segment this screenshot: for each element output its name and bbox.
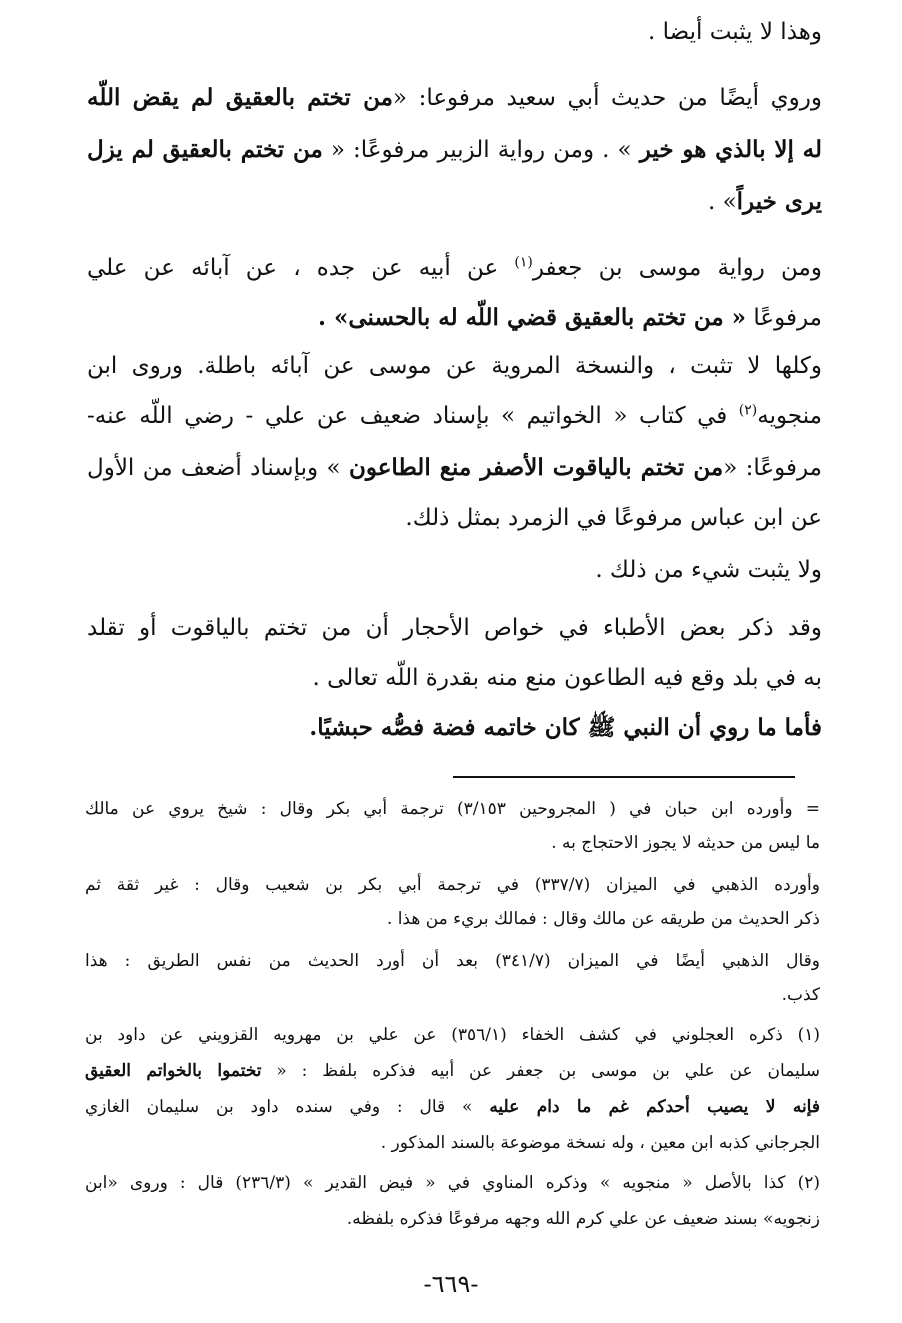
footnote-ref: (٢): [738, 402, 758, 419]
hadith-text: تختموا بالخواتم العقيق: [85, 1061, 262, 1081]
footnote-line: [85, 1126, 820, 1160]
text-span: به في بلد وقع فيه الطاعون منع منه بقدرة اللّه تعالى .: [312, 665, 822, 691]
paragraph-line: [87, 708, 822, 748]
text-span: عن أبيه عن جده ، عن آبائه عن علي: [87, 255, 515, 281]
text-span: فأما ما روي أن النبي ﷺ كان خاتمه فضة فصُّه حبشيًا.: [309, 714, 822, 741]
footnote-line: [85, 1018, 820, 1052]
hadith-text: له إلا بالذي هو خير: [639, 136, 822, 163]
text-span: = وأورده ابن حبان في ( المجروحين ٣/١٥٣) ترجمة أبي بكر وقال : شيخ يروي عن مالك: [85, 799, 820, 819]
footnote-line: [85, 1202, 820, 1236]
hadith-text: « من تختم بالعقيق قضي اللّه له بالحسنى» .: [317, 304, 747, 331]
text-span: عن ابن عباس مرفوعًا في الزمرد بمثل ذلك.: [405, 505, 822, 531]
paragraph-line: [87, 396, 822, 436]
footnote-line: [85, 792, 820, 826]
paragraph-line: [87, 130, 822, 170]
paragraph-line: [87, 608, 822, 648]
text-span: » . ومن رواية الزبير مرفوعًا: «: [322, 137, 640, 163]
text-span: (٢) كذا بالأصل « منجويه » وذكره المناوي في « فيض القدير » (٢٣٦/٣) قال : وروى «ابن: [85, 1173, 820, 1193]
text-span: مرفوعًا: [746, 305, 822, 331]
text-span: منجويه: [757, 403, 822, 429]
footnote-line: [85, 1054, 820, 1088]
text-span: ولا يثبت شيء من ذلك .: [595, 557, 822, 583]
footnote-line: [85, 868, 820, 902]
footnote-line: [85, 1166, 820, 1200]
text-span: ومن رواية موسى بن جعفر: [532, 255, 822, 281]
hadith-text: يرى خيراً: [736, 188, 822, 215]
hadith-text: من تختم بالعقيق لم يقض اللّه: [87, 84, 393, 111]
hadith-text: فإنه لا يصيب أحدكم غم ما دام عليه: [489, 1097, 820, 1117]
text-span: وقد ذكر بعض الأطباء في خواص الأحجار أن من تختم بالياقوت أو تقلد: [87, 615, 822, 641]
footnote-line: [85, 1090, 820, 1124]
text-span: وهذا لا يثبت أيضا .: [648, 19, 822, 45]
paragraph-line: [87, 658, 822, 698]
paragraph-line: [87, 448, 822, 488]
text-span: مرفوعًا: «: [723, 455, 822, 481]
paragraph-line: [87, 550, 822, 590]
paragraph-line: [87, 298, 822, 338]
text-span: سليمان عن علي بن موسى بن جعفر عن أبيه فذكره بلفظ : «: [261, 1061, 820, 1081]
text-span: الجرجاني كذبه ابن معين ، وله نسخة موضوعة بالسند المذكور .: [380, 1133, 820, 1153]
text-span: كذب.: [781, 985, 820, 1005]
footnote-line: [85, 944, 820, 978]
text-span: وأورده الذهبي في الميزان (٣٣٧/٧) في ترجمة أبي بكر بن شعيب وقال : غير ثقة ثم: [85, 875, 820, 895]
footnote-line: [85, 978, 820, 1012]
paragraph-line: [87, 498, 822, 538]
text-span: في كتاب « الخواتيم » بإسناد ضعيف عن علي - رضي اللّه عنه-: [87, 403, 739, 429]
hadith-text: من تختم بالعقيق لم يزل: [87, 136, 323, 163]
paragraph-line: [87, 182, 822, 222]
text-span: زنجويه» بسند ضعيف عن علي كرم الله وجهه مرفوعًا فذكره بلفظه.: [346, 1209, 820, 1229]
footnote-line: [85, 902, 820, 936]
footnote-line: [85, 826, 820, 860]
footnote-separator: [453, 776, 795, 778]
text-span: (١) ذكره العجلوني في كشف الخفاء (٣٥٦/١) عن علي بن مهرويه القزويني عن داود بن: [85, 1025, 820, 1045]
text-span: وقال الذهبي أيضًا في الميزان (٣٤١/٧) بعد أن أورد الحديث من نفس الطريق : هذا: [85, 951, 820, 971]
text-span: وكلها لا تثبت ، والنسخة المروية عن موسى عن آبائه باطلة. وروى ابن: [87, 353, 822, 379]
paragraph-line: [87, 78, 822, 118]
paragraph-line: [87, 346, 822, 386]
text-span: » .: [707, 189, 737, 215]
text-span: وروي أيضًا من حديث أبي سعيد مرفوعا: «: [392, 85, 822, 111]
text-span: » وبإسناد أضعف من الأول: [87, 455, 349, 481]
text-span: ذكر الحديث من طريقه عن مالك وقال : فمالك بريء من هذا .: [386, 909, 820, 929]
hadith-text: من تختم بالياقوت الأصفر منع الطاعون: [348, 454, 724, 481]
text-span: » قال : وفي سنده داود بن سليمان الغازي: [85, 1097, 490, 1117]
paragraph-line: [87, 12, 822, 52]
footnote-ref: (١): [514, 254, 533, 271]
page-number: -٦٦٩-: [423, 1270, 479, 1298]
paragraph-line: [87, 248, 822, 288]
text-span: ما ليس من حديثه لا يجوز الاحتجاج به .: [551, 833, 820, 853]
